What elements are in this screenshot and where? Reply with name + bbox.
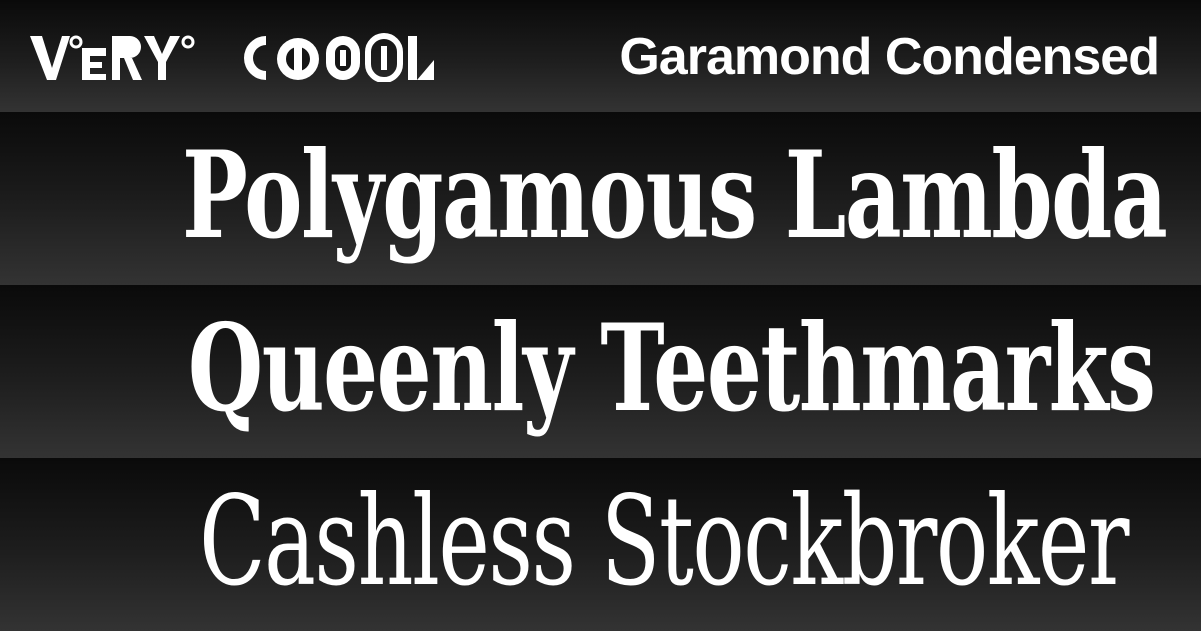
specimen-line-2: [0, 299, 1201, 439]
specimen-line-3: [0, 472, 1201, 612]
specimen-text-2: Queenly Teethmarks: [187, 298, 1155, 439]
header-band: [0, 0, 1201, 112]
specimen-text-3: Cashless Stockbroker: [199, 470, 1129, 614]
specimen-line-1: [0, 126, 1201, 266]
logo-graphic: [30, 32, 434, 82]
very-cool-logo: [30, 32, 434, 82]
specimen-band-1: [0, 112, 1201, 285]
specimen-band-3: [0, 458, 1201, 631]
font-name: Garamond Condensed: [619, 28, 1159, 86]
specimen-band-2: [0, 285, 1201, 458]
specimen-text-1: Polygamous Lambda: [182, 125, 1167, 266]
